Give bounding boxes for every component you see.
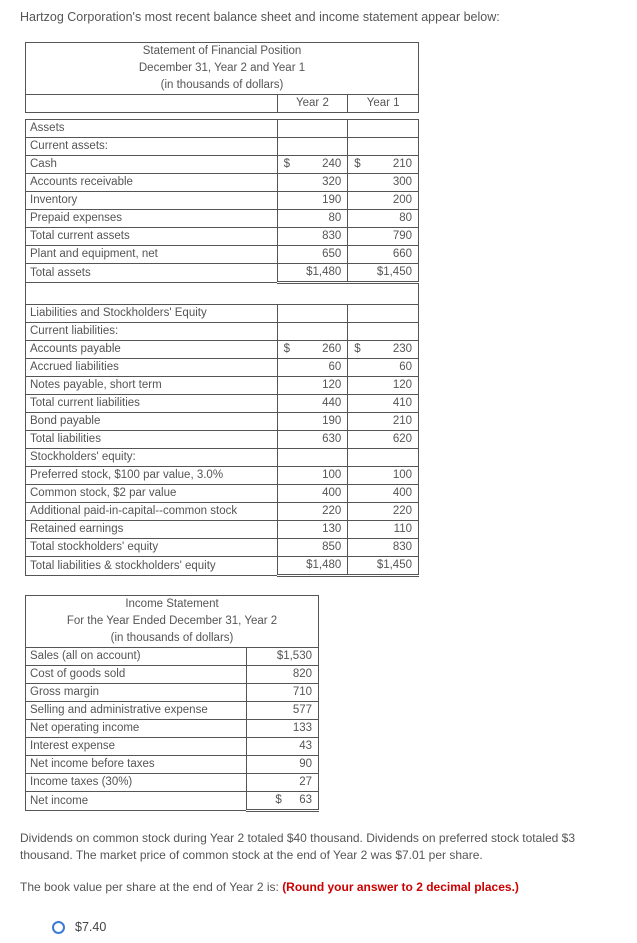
rounding-note: (Round your answer to 2 decimal places.) [282, 880, 519, 894]
table-row: Plant and equipment, net 650 660 [26, 246, 419, 264]
table-row: Retained earnings 130 110 [26, 521, 419, 539]
balance-sheet-title: Statement of Financial Position December 31, Year 2 and Year 1 (in thousands of dollars) [26, 43, 419, 95]
table-row: Total current liabilities 440 410 [26, 395, 419, 413]
table-row: Notes payable, short term 120 120 [26, 377, 419, 395]
table-row: Income taxes (30%) 27 [26, 774, 319, 792]
radio-button-icon[interactable] [52, 921, 65, 934]
table-row: Total assets $1,480 $1,450 [26, 264, 419, 283]
table-row: Net income before taxes 90 [26, 756, 319, 774]
table-row: Total stockholders' equity 850 830 [26, 539, 419, 557]
balance-sheet-table [25, 42, 419, 577]
question-text: The book value per share at the end of Year 2 is: (Round your answer to 2 decimal places.) [20, 880, 519, 894]
table-row: Preferred stock, $100 par value, 3.0% 100 100 [26, 467, 419, 485]
col-header-year2: Year 2 [277, 95, 348, 113]
answer-choice[interactable] [52, 920, 106, 934]
table-row: Accrued liabilities 60 60 [26, 359, 419, 377]
assets-heading: Assets [26, 120, 278, 138]
income-statement-title: Income Statement For the Year Ended December 31, Year 2 (in thousands of dollars) [26, 596, 319, 648]
col-header-year1: Year 1 [348, 95, 419, 113]
table-row: Total liabilities & stockholders' equity $1,480 $1,450 [26, 557, 419, 576]
equity-heading: Stockholders' equity: [26, 449, 278, 467]
table-row: Accounts receivable 320 300 [26, 174, 419, 192]
liabilities-heading: Liabilities and Stockholders' Equity [26, 305, 278, 323]
table-row: Net operating income 133 [26, 720, 319, 738]
table-row: Bond payable 190 210 [26, 413, 419, 431]
table-row: Total current assets 830 790 [26, 228, 419, 246]
table-row: Net income $ 63 [26, 792, 319, 811]
table-row: Common stock, $2 par value 400 400 [26, 485, 419, 503]
table-row: Selling and administrative expense 577 [26, 702, 319, 720]
dividends-text: Dividends on common stock during Year 2 totaled $40 thousand. Dividends on preferred stock totaled $3 thousand. The market price of common stock at the end of Year 2 was $7.01 per share. [20, 831, 576, 862]
income-statement-table [25, 595, 319, 812]
table-row: Gross margin 710 [26, 684, 319, 702]
intro-text: Hartzog Corporation's most recent balance sheet and income statement appear below: [20, 10, 500, 24]
answer-choice-label: $7.40 [75, 920, 107, 934]
table-row: Cost of goods sold 820 [26, 666, 319, 684]
table-row: Additional paid-in-capital--common stock 220 220 [26, 503, 419, 521]
current-assets-heading: Current assets: [26, 138, 278, 156]
table-row: Inventory 190 200 [26, 192, 419, 210]
table-row: Accounts payable $ 260 $ 230 [26, 341, 419, 359]
table-row: Prepaid expenses 80 80 [26, 210, 419, 228]
table-row: Total liabilities 630 620 [26, 431, 419, 449]
table-row: Cash $ 240 $ 210 [26, 156, 419, 174]
table-row: Interest expense 43 [26, 738, 319, 756]
current-liabilities-heading: Current liabilities: [26, 323, 278, 341]
table-row: Sales (all on account) $1,530 [26, 648, 319, 666]
